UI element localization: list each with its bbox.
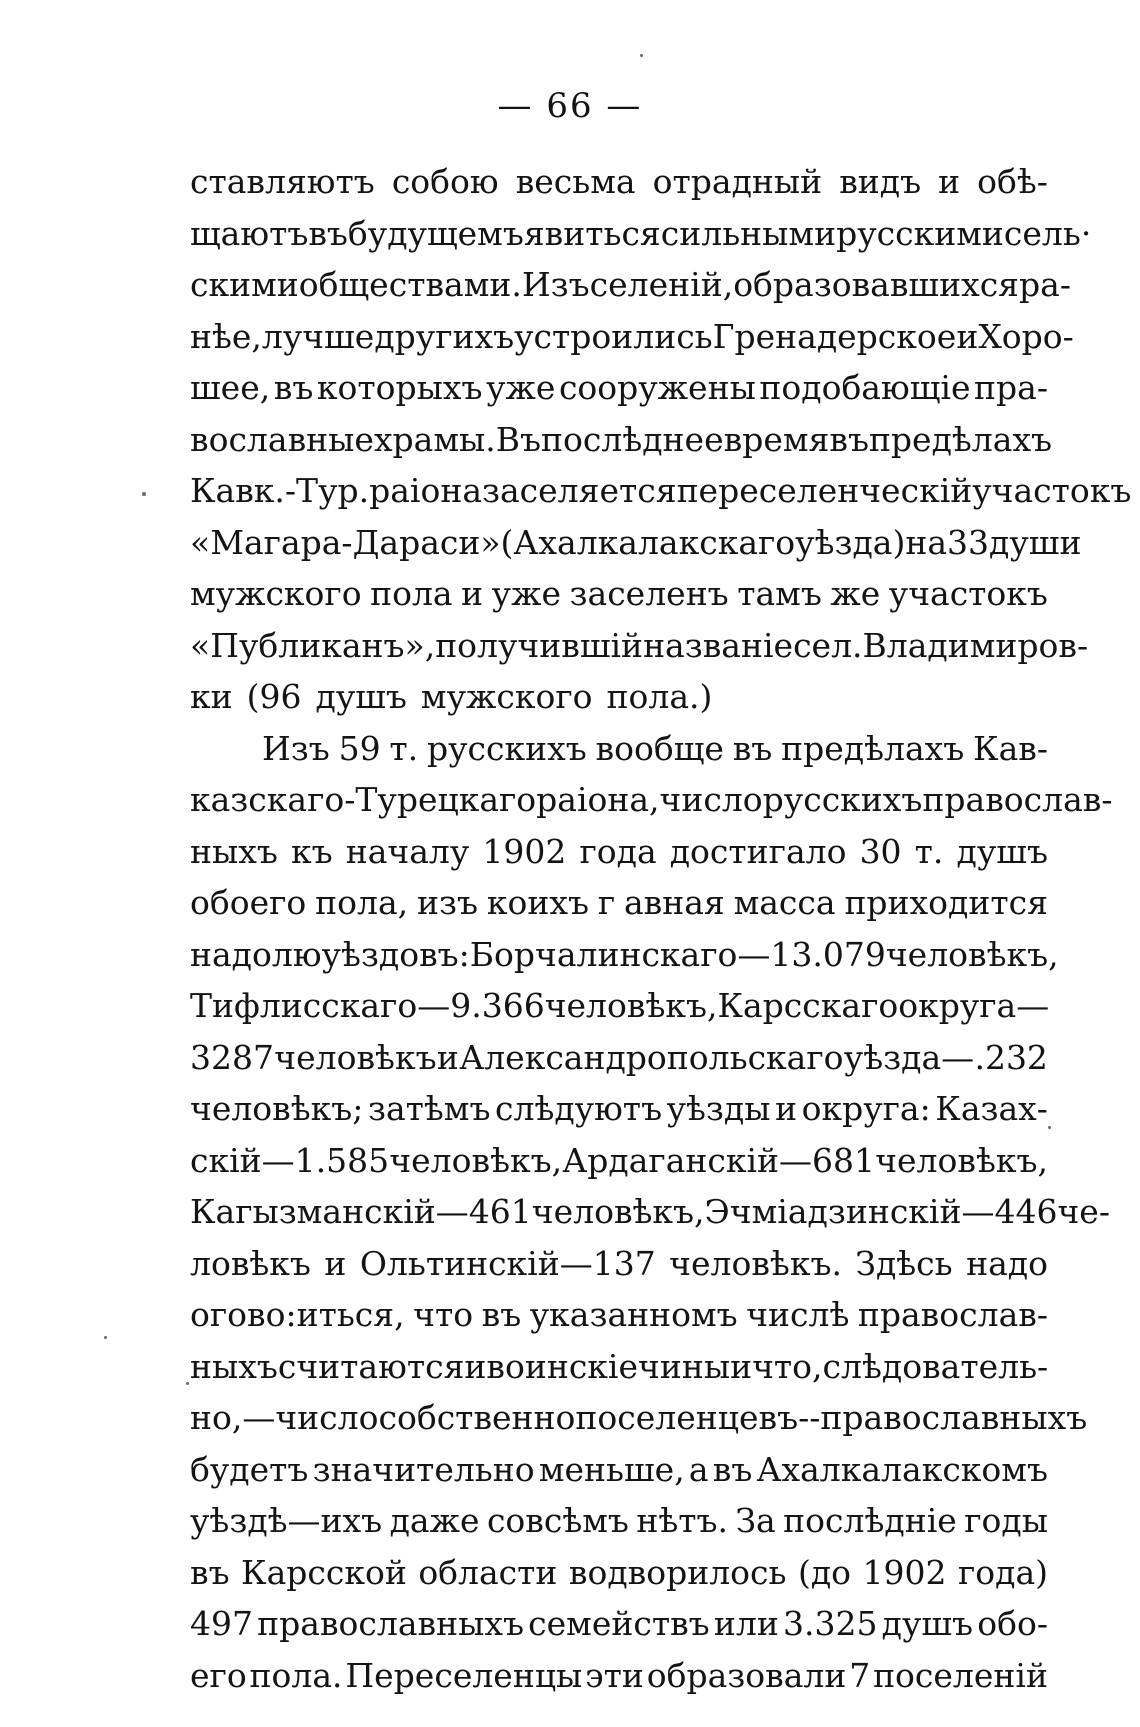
word: сель· bbox=[1003, 213, 1092, 253]
text-line bbox=[190, 1135, 1048, 1187]
word: Казах- bbox=[935, 1089, 1048, 1128]
word: въ bbox=[308, 213, 348, 253]
scan-speck bbox=[142, 492, 146, 496]
word: человѣкъ, bbox=[544, 986, 718, 1025]
word: или bbox=[713, 1604, 779, 1643]
word: въ bbox=[829, 419, 869, 459]
word: пола. bbox=[249, 1655, 343, 1695]
word: русскихъ bbox=[762, 780, 923, 819]
word: уѣздовъ: bbox=[321, 934, 470, 974]
word: собою bbox=[391, 162, 499, 201]
word: (96 bbox=[246, 677, 302, 716]
word: Хоро- bbox=[978, 316, 1074, 356]
word: заселяется bbox=[482, 471, 677, 510]
word: душъ bbox=[956, 831, 1048, 871]
word: души bbox=[989, 522, 1082, 562]
word: же bbox=[830, 574, 881, 613]
text-line bbox=[190, 1598, 1048, 1650]
word: лучше bbox=[261, 316, 375, 356]
word: пола, bbox=[315, 883, 409, 922]
word: даже bbox=[389, 1501, 480, 1540]
word: будущемъ bbox=[347, 213, 524, 253]
word: нѣе, bbox=[190, 316, 262, 356]
word: человѣкъ. bbox=[669, 1243, 842, 1283]
word: въ bbox=[732, 728, 773, 768]
word: сильными bbox=[660, 213, 837, 253]
word: будетъ bbox=[190, 1449, 309, 1489]
word: авная bbox=[623, 883, 725, 922]
word: которыхъ bbox=[316, 368, 483, 407]
word: и bbox=[464, 1346, 487, 1386]
text-line bbox=[190, 1341, 1048, 1393]
word: масса bbox=[733, 883, 836, 922]
word: русскихъ bbox=[426, 728, 587, 768]
word: области bbox=[418, 1552, 558, 1592]
word: Тифлисскаго—9.366 bbox=[190, 986, 545, 1025]
text-line bbox=[190, 980, 1048, 1032]
word: щаютъ bbox=[190, 213, 309, 253]
word: Гренадерское bbox=[712, 316, 957, 356]
word: человѣкъ bbox=[274, 1037, 437, 1077]
word: въ bbox=[273, 368, 314, 407]
text-line bbox=[190, 620, 1089, 672]
word: душъ bbox=[881, 1604, 974, 1643]
word: (до bbox=[797, 1552, 852, 1592]
word: пола bbox=[370, 574, 453, 613]
word: уѣзды bbox=[666, 1089, 771, 1128]
word: округа: bbox=[801, 1089, 931, 1128]
word: года bbox=[579, 831, 657, 871]
word: значительно bbox=[312, 1449, 535, 1489]
word: русскими bbox=[836, 213, 1004, 253]
word: и bbox=[775, 1089, 798, 1128]
word: семействъ bbox=[528, 1604, 710, 1643]
word: казскаго-Турецкаго bbox=[190, 780, 537, 819]
word: видъ bbox=[839, 162, 922, 201]
word: Изъ bbox=[262, 728, 330, 768]
word: годы bbox=[964, 1501, 1048, 1540]
word: храмы. bbox=[373, 419, 496, 459]
word: послѣднее bbox=[541, 419, 724, 459]
word: на bbox=[190, 934, 232, 974]
word: началу bbox=[345, 831, 470, 871]
word: предѣлахъ bbox=[781, 728, 965, 768]
word: 3287 bbox=[190, 1037, 274, 1077]
text-line bbox=[190, 1186, 1110, 1238]
word: что bbox=[413, 1295, 474, 1334]
word: обоего bbox=[190, 883, 307, 922]
word: православныхъ bbox=[257, 1604, 524, 1643]
word: ки bbox=[190, 677, 233, 716]
word: .232 bbox=[974, 1037, 1048, 1077]
word: что, bbox=[752, 1346, 823, 1386]
word: на bbox=[905, 522, 948, 562]
word: надо bbox=[966, 1243, 1048, 1283]
word: раіона, bbox=[536, 780, 660, 819]
word: воинскіе bbox=[486, 1346, 639, 1386]
word: число bbox=[659, 780, 763, 819]
word: изъ bbox=[417, 883, 479, 922]
word: въ bbox=[190, 1552, 230, 1592]
word: православ- bbox=[922, 780, 1113, 819]
word: поселеній bbox=[873, 1655, 1048, 1695]
word: меньше, bbox=[538, 1449, 685, 1489]
word: Изъ bbox=[521, 265, 590, 304]
word: обо- bbox=[977, 1604, 1048, 1643]
word: г bbox=[597, 883, 616, 922]
word: Въ bbox=[495, 419, 542, 459]
word: 497 bbox=[190, 1604, 253, 1643]
text-line bbox=[190, 1495, 1048, 1547]
text-line bbox=[190, 311, 1074, 363]
word: человѣкъ; bbox=[190, 1089, 364, 1128]
word: —461 bbox=[435, 1192, 532, 1231]
word: Кагызманскій bbox=[190, 1192, 436, 1231]
word: уѣздѣ—ихъ bbox=[190, 1501, 383, 1540]
word: ныхъ bbox=[190, 831, 278, 871]
word: достигало bbox=[669, 831, 847, 871]
word: Борчалинскаго—13.079 bbox=[469, 934, 886, 974]
word: пола.) bbox=[606, 677, 713, 716]
word: человѣкъ, bbox=[885, 934, 1059, 974]
word: ставляютъ bbox=[190, 162, 375, 201]
word: обществами. bbox=[298, 265, 522, 304]
word: шее, bbox=[190, 368, 271, 407]
word: и bbox=[938, 162, 961, 201]
word: слѣдуютъ bbox=[495, 1089, 663, 1128]
word: огово:иться, bbox=[190, 1295, 405, 1334]
word: скій—1.585 bbox=[190, 1140, 390, 1180]
word: получившій bbox=[435, 625, 644, 665]
word: 59 bbox=[338, 728, 381, 768]
word: числѣ bbox=[746, 1295, 850, 1334]
word: человѣкъ, bbox=[389, 1140, 563, 1180]
word: года) bbox=[957, 1552, 1048, 1592]
word: эти bbox=[585, 1655, 644, 1695]
word: 7 bbox=[849, 1655, 871, 1695]
word: Ардаганскій—681 bbox=[562, 1140, 876, 1180]
text-line bbox=[190, 1444, 1048, 1496]
word: (Ахалкалакскаго bbox=[500, 522, 796, 562]
word: Эчміадзинскій—446 bbox=[704, 1192, 1058, 1231]
word: чины bbox=[638, 1346, 731, 1386]
word: тамъ bbox=[737, 574, 822, 613]
word: и bbox=[324, 1243, 347, 1283]
word: его bbox=[190, 1655, 247, 1695]
word: 33 bbox=[947, 522, 990, 562]
word: «Публиканъ», bbox=[190, 625, 436, 665]
word: Кав- bbox=[973, 728, 1048, 768]
word: округа— bbox=[898, 986, 1050, 1025]
text-line bbox=[190, 517, 1082, 569]
word: За bbox=[735, 1501, 776, 1540]
word: поселенцевъ--православныхъ bbox=[575, 1398, 1088, 1437]
word: Карсской bbox=[241, 1552, 407, 1592]
word: мужского bbox=[420, 677, 593, 716]
word: Здѣсь bbox=[855, 1243, 953, 1283]
word: считаются bbox=[277, 1346, 465, 1386]
word: 3.325 bbox=[782, 1604, 878, 1643]
word: уѣзда— bbox=[843, 1037, 975, 1077]
word: селеній, bbox=[589, 265, 734, 304]
text-line bbox=[190, 465, 1132, 517]
text-line bbox=[190, 929, 1059, 981]
word: другихъ bbox=[374, 316, 515, 356]
word: и bbox=[730, 1346, 753, 1386]
word: отрадный bbox=[652, 162, 823, 201]
word: весьма bbox=[515, 162, 636, 201]
word: т. bbox=[914, 831, 944, 871]
word: уже bbox=[491, 574, 561, 613]
text-line bbox=[190, 1547, 1048, 1599]
text-line bbox=[190, 1392, 1088, 1444]
word: въ bbox=[712, 1449, 753, 1489]
word: Карсскаго bbox=[717, 986, 899, 1025]
word: слѣдователь- bbox=[822, 1346, 1049, 1386]
text-line bbox=[190, 362, 1048, 414]
word: пра- bbox=[974, 368, 1048, 407]
word: Ольтинскій—137 bbox=[359, 1243, 656, 1283]
text-line bbox=[190, 259, 1071, 311]
word: и bbox=[436, 1037, 459, 1077]
word: переселенческій bbox=[676, 471, 973, 510]
word: вообще bbox=[595, 728, 724, 768]
word: 30 bbox=[859, 831, 902, 871]
word: человѣкъ, bbox=[531, 1192, 705, 1231]
word: ра- bbox=[1019, 265, 1071, 304]
word: совсѣмъ bbox=[486, 1501, 629, 1540]
word: предѣлахъ bbox=[868, 419, 1053, 459]
word: «Магара-Дараси» bbox=[190, 522, 501, 562]
scan-speck bbox=[186, 1382, 189, 1385]
text-line bbox=[190, 826, 1048, 878]
word: участокъ bbox=[972, 471, 1132, 510]
word: 1902 bbox=[862, 1552, 947, 1592]
text-line bbox=[190, 568, 1048, 620]
word: человѣкъ, bbox=[875, 1140, 1048, 1180]
text-line bbox=[190, 1032, 1048, 1084]
word: 1902 bbox=[482, 831, 567, 871]
word: затѣмъ bbox=[367, 1089, 491, 1128]
text-line bbox=[190, 156, 1048, 208]
word: время bbox=[723, 419, 830, 459]
word: участокъ bbox=[888, 574, 1048, 613]
word: т. bbox=[389, 728, 419, 768]
text-line bbox=[190, 1289, 1048, 1341]
word: мужского bbox=[190, 574, 362, 613]
text-line bbox=[190, 774, 1113, 826]
word: образовали bbox=[646, 1655, 847, 1695]
word: нѣтъ. bbox=[636, 1501, 729, 1540]
word: и bbox=[461, 574, 484, 613]
word: къ bbox=[290, 831, 333, 871]
word: че- bbox=[1057, 1192, 1110, 1231]
text-line bbox=[190, 1083, 1048, 1135]
word: явиться bbox=[523, 213, 661, 253]
word: послѣдніе bbox=[783, 1501, 957, 1540]
text-line bbox=[190, 877, 1048, 929]
word: раіона bbox=[369, 471, 482, 510]
text-line bbox=[190, 414, 1053, 466]
word: собственно bbox=[378, 1398, 576, 1437]
word: скими bbox=[190, 265, 299, 304]
word: Кавк.-Тур. bbox=[190, 471, 370, 510]
body-text bbox=[190, 156, 1132, 1701]
word: долю bbox=[231, 934, 322, 974]
word: а bbox=[688, 1449, 709, 1489]
word: обѣ- bbox=[977, 162, 1048, 201]
word: заселенъ bbox=[569, 574, 729, 613]
text-line bbox=[190, 1238, 1048, 1290]
text-line bbox=[190, 208, 1092, 260]
text-line bbox=[190, 1650, 1048, 1702]
word: Александропольскаго bbox=[459, 1037, 844, 1077]
word: ловѣкъ bbox=[190, 1243, 311, 1283]
word: но,—число bbox=[190, 1398, 379, 1437]
word: названіе bbox=[643, 625, 794, 665]
word: Ахалкалакскомъ bbox=[756, 1449, 1048, 1489]
word: сооружены bbox=[558, 368, 756, 407]
word: душъ bbox=[315, 677, 407, 716]
word: водворилось bbox=[568, 1552, 787, 1592]
scan-speck bbox=[104, 1336, 107, 1339]
word: сел. bbox=[793, 625, 863, 665]
word: подобающіе bbox=[759, 368, 971, 407]
word: и bbox=[956, 316, 979, 356]
word: Переселенцы bbox=[345, 1655, 583, 1695]
word: Владимиров- bbox=[862, 625, 1089, 665]
word: православ- bbox=[857, 1295, 1048, 1334]
word: вославные bbox=[190, 419, 374, 459]
scan-speck bbox=[1048, 1126, 1051, 1129]
word: приходится bbox=[844, 883, 1048, 922]
scan-speck bbox=[640, 54, 643, 57]
word: уже bbox=[486, 368, 556, 407]
text-line bbox=[190, 723, 1048, 775]
word: устроились bbox=[514, 316, 713, 356]
word: ныхъ bbox=[190, 1346, 278, 1386]
word: образовавшихся bbox=[733, 265, 1020, 304]
text-line bbox=[190, 671, 1048, 723]
word: коихъ bbox=[486, 883, 589, 922]
word: въ bbox=[481, 1295, 522, 1334]
page-number: — 66 — bbox=[497, 86, 643, 126]
word: уѣзда) bbox=[795, 522, 906, 562]
word: указанномъ bbox=[529, 1295, 738, 1334]
